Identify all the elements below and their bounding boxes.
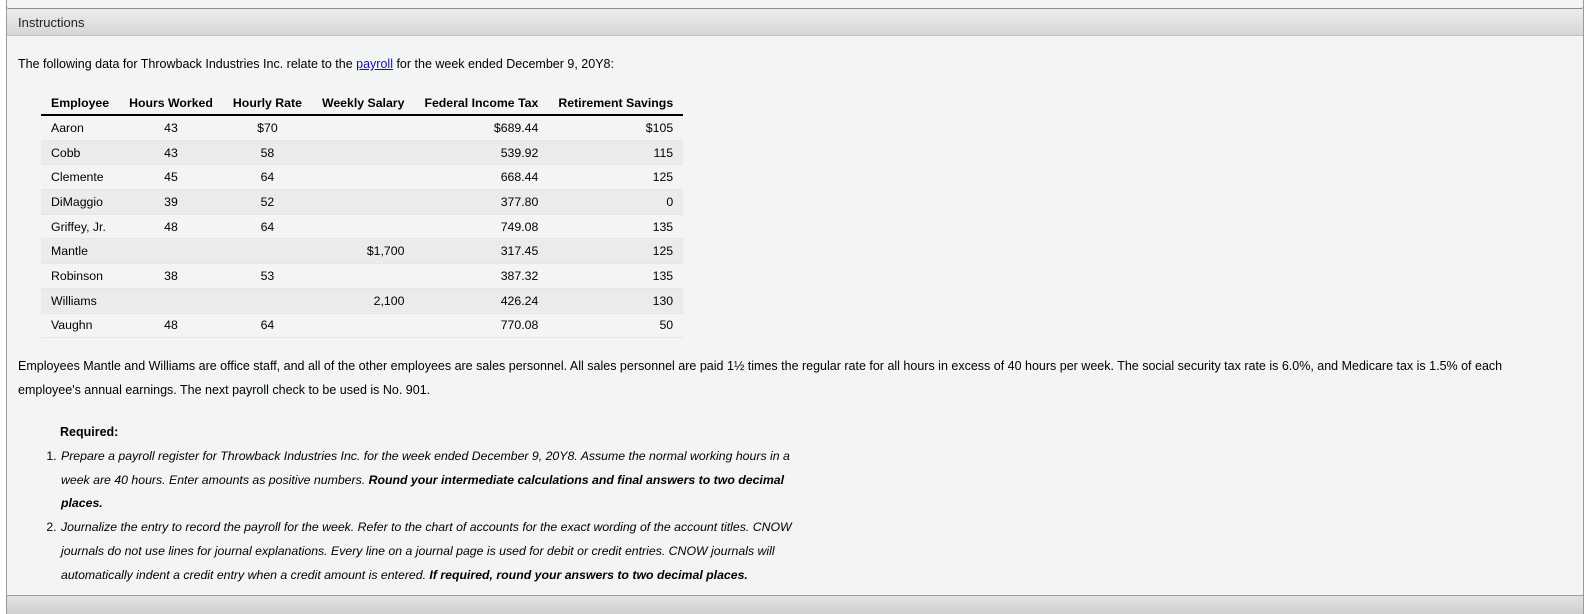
cell-retirement: 135 — [548, 264, 683, 289]
cell-salary — [312, 140, 415, 165]
table-row — [41, 239, 683, 264]
cell-employee: Aaron — [41, 115, 119, 140]
cell-retirement: 125 — [548, 239, 683, 264]
requirement-text: Prepare a payroll register for Throwback Industries Inc. for the week ended December 9, 20Y8. Assume the normal working hours in a week are 40 hours. Enter amounts as positive numbers. — [61, 449, 790, 487]
cell-salary — [312, 190, 415, 215]
cell-federal-tax: 668.44 — [414, 165, 548, 190]
intro-text — [18, 57, 614, 71]
requirements-list — [7, 445, 820, 587]
cell-salary: 2,100 — [312, 288, 415, 313]
cell-hours: 48 — [119, 313, 223, 338]
payroll-link[interactable]: payroll — [356, 57, 393, 71]
cell-hours — [119, 288, 223, 313]
table-row — [41, 115, 683, 140]
cell-rate — [223, 239, 312, 264]
table-row — [41, 214, 683, 239]
intro-after-link: for the week ended December 9, 20Y8: — [392, 57, 614, 71]
cell-federal-tax: $689.44 — [414, 115, 548, 140]
cell-retirement: 50 — [548, 313, 683, 338]
cell-salary: $1,700 — [312, 239, 415, 264]
cell-retirement: 0 — [548, 190, 683, 215]
cell-salary — [312, 313, 415, 338]
requirement-bold-note: Round your intermediate calculations and final answers to two decimal places. — [61, 472, 785, 511]
requirement-item — [60, 445, 820, 516]
cell-salary — [312, 165, 415, 190]
cell-hours: 48 — [119, 214, 223, 239]
cell-rate — [223, 288, 312, 313]
cell-federal-tax: 539.92 — [414, 140, 548, 165]
cell-hours: 45 — [119, 165, 223, 190]
table-row — [41, 264, 683, 289]
cell-retirement: 115 — [548, 140, 683, 165]
cell-federal-tax: 377.80 — [414, 190, 548, 215]
cell-retirement: 135 — [548, 214, 683, 239]
panel-footer — [7, 595, 1583, 614]
cell-federal-tax: 749.08 — [414, 214, 548, 239]
instructions-panel — [6, 0, 1584, 614]
panel-content — [7, 36, 1583, 594]
header-hourly-rate: Hourly Rate — [223, 92, 312, 115]
cell-rate: 58 — [223, 140, 312, 165]
header-hours-worked: Hours Worked — [119, 92, 223, 115]
cell-salary — [312, 264, 415, 289]
required-heading: Required: — [60, 425, 119, 439]
table-row — [41, 165, 683, 190]
cell-retirement: $105 — [548, 115, 683, 140]
cell-employee: Cobb — [41, 140, 119, 165]
cell-employee: Robinson — [41, 264, 119, 289]
cell-hours: 38 — [119, 264, 223, 289]
cell-hours: 43 — [119, 115, 223, 140]
cell-employee: DiMaggio — [41, 190, 119, 215]
cell-retirement: 130 — [548, 288, 683, 313]
table-header-row — [41, 92, 683, 115]
cell-employee: Clemente — [41, 165, 119, 190]
intro-before-link: The following data for Throwback Industries Inc. relate to the — [18, 57, 357, 71]
cell-rate: $70 — [223, 115, 312, 140]
cell-rate: 53 — [223, 264, 312, 289]
requirement-text: Journalize the entry to record the payroll for the week. Refer to the chart of accounts for the exact wording of the account titles. CNOW journals do not use lines for journal explanations. Every line on a journal page is used for debit or credit entries. CNOW journals will automatically indent a credit entry when a credit amount is entered. — [61, 520, 792, 582]
cell-salary — [312, 214, 415, 239]
requirement-bold-note: If required, round your answers to two decimal places. — [429, 567, 748, 582]
cell-employee: Vaughn — [41, 313, 119, 338]
cell-rate: 64 — [223, 165, 312, 190]
table-row — [41, 288, 683, 313]
cell-employee: Griffey, Jr. — [41, 214, 119, 239]
cell-rate: 52 — [223, 190, 312, 215]
table-row — [41, 190, 683, 215]
requirement-item — [60, 516, 820, 587]
cell-employee: Mantle — [41, 239, 119, 264]
table-row — [41, 313, 683, 338]
cell-federal-tax: 426.24 — [414, 288, 548, 313]
cell-rate: 64 — [223, 214, 312, 239]
cell-federal-tax: 387.32 — [414, 264, 548, 289]
cell-rate: 64 — [223, 313, 312, 338]
cell-hours: 39 — [119, 190, 223, 215]
policy-paragraph: Employees Mantle and Williams are office staff, and all of the other employees are sales personnel. All sales personnel are paid 1½ times the regular rate for all hours in excess of 40 hours per week. The social security tax rate is 6.0%, and Medicare tax is 1.5% of each employee's annual earnings. The next payroll check to be used is No. 901. — [18, 359, 1503, 397]
cell-federal-tax: 770.08 — [414, 313, 548, 338]
cell-retirement: 125 — [548, 165, 683, 190]
cell-salary — [312, 115, 415, 140]
panel-header — [7, 9, 1583, 36]
table-row — [41, 140, 683, 165]
header-weekly-salary: Weekly Salary — [312, 92, 415, 115]
header-employee: Employee — [41, 92, 119, 115]
cell-hours: 43 — [119, 140, 223, 165]
cell-hours — [119, 239, 223, 264]
cell-employee: Williams — [41, 288, 119, 313]
header-retirement-savings: Retirement Savings — [548, 92, 683, 115]
panel-title: Instructions — [18, 15, 85, 30]
payroll-data-table — [41, 92, 683, 338]
cell-federal-tax: 317.45 — [414, 239, 548, 264]
header-federal-income-tax: Federal Income Tax — [414, 92, 548, 115]
